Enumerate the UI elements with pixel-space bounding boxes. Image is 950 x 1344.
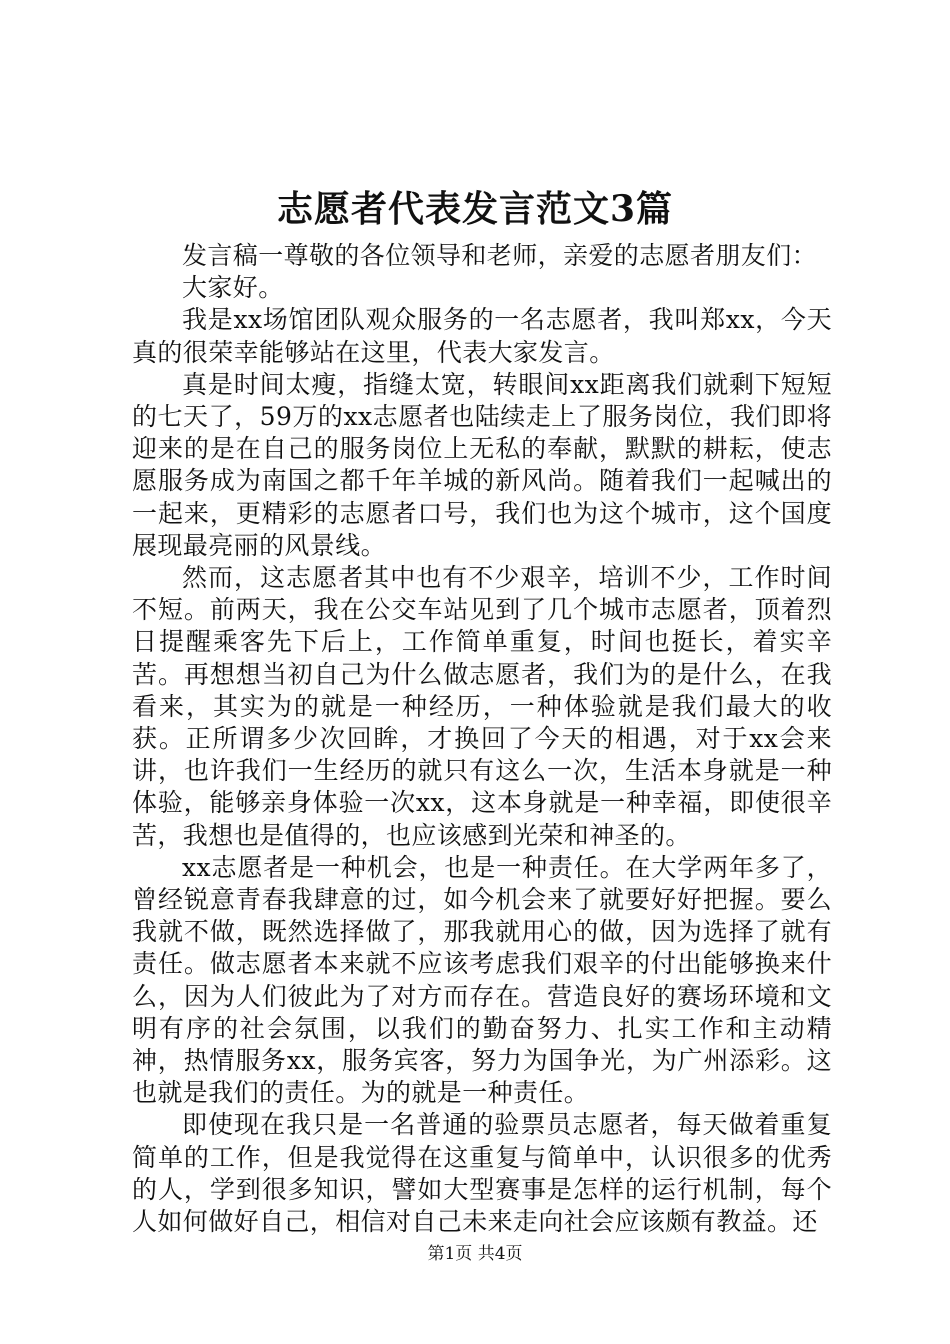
document-title: 志愿者代表发言范文3篇 <box>276 188 674 230</box>
paragraph-ticket-checker: 即使现在我只是一名普通的验票员志愿者，每天做着重复简单的工作，但是我觉得在这重复与简单中，认识很多的优秀的人，学到很多知识，譬如大型赛事是怎样的运行机制，每个人如何做好自己，相信对自己未来走向社会应该颇有教益。还 <box>132 1110 832 1237</box>
paragraph-hardship: 然而，这志愿者其中也有不少艰辛，培训不少，工作时间不短。前两天，我在公交车站见到了几个城市志愿者，顶着烈日提醒乘客先下后上，工作简单重复，时间也挺长，着实辛苦。再想想当初自己为什么做志愿者，我们为的是什么，在我看来，其实为的就是一种经历，一种体验就是我们最大的收获。正所谓多少次回眸，才换回了今天的相遇，对于xx会来讲，也许我们一生经历的就只有这么一次，生活本身就是一种体验，能够亲身体验一次xx，这本身就是一种幸福，即使很辛苦，我想也是值得的，也应该感到光荣和神圣的。 <box>132 563 832 850</box>
paragraph-salutation: 发言稿一尊敬的各位领导和老师，亲爱的志愿者朋友们： <box>182 241 818 270</box>
document-body <box>132 240 832 1238</box>
paragraph-responsibility: xx志愿者是一种机会，也是一种责任。在大学两年多了，曾经锐意青春我肆意的过，如今机会来了就要好好把握。要么我就不做，既然选择做了，那我就用心的做，因为选择了就有责任。做志愿者本来就不应该考虑我们艰辛的付出能够换来什么，因为人们彼此为了对方而存在。营造良好的赛场环境和文明有序的社会氛围，以我们的勤奋努力、扎实工作和主动精神，热情服务xx，服务宾客，努力为国争光，为广州添彩。这也就是我们的责任。为的就是一种责任。 <box>132 852 832 1108</box>
paragraph-countdown: 真是时间太瘦，指缝太宽，转眼间xx距离我们就剩下短短的七天了，59万的xx志愿者也陆续走上了服务岗位，我们即将迎来的是在自己的服务岗位上无私的奉献，默默的耕耘，使志愿服务成为南国之都千年羊城的新风尚。随着我们一起喊出的一起来，更精彩的志愿者口号，我们也为这个城市，这个国度展现最亮丽的风景线。 <box>132 369 832 560</box>
paragraph-introduction: 我是xx场馆团队观众服务的一名志愿者，我叫郑xx，今天真的很荣幸能够站在这里，代表大家发言。 <box>132 305 832 367</box>
paragraph-greeting: 大家好。 <box>182 273 284 303</box>
page-number-footer: 第1页 共4页 <box>427 1244 523 1264</box>
